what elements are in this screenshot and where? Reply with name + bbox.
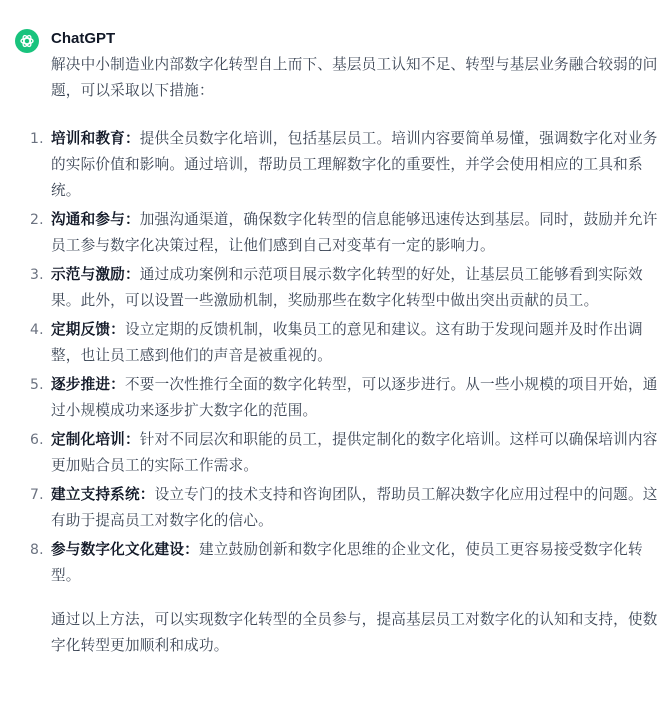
list-item-text: 通过成功案例和示范项目展示数字化转型的好处，让基层员工能够看到实际效果。此外，可以设置一些激励机制，奖励那些在数字化转型中做出突出贡献的员工。 <box>51 266 643 309</box>
list-item-text: 建立鼓励创新和数字化思维的企业文化，使员工更容易接受数字化转型。 <box>51 541 643 584</box>
list-item <box>30 537 663 589</box>
message-content <box>30 52 663 659</box>
list-item-text: 提供全员数字化培训，包括基层员工。培训内容要简单易懂，强调数字化对业务的实际价值和影响。通过培训，帮助员工理解数字化的重要性，并学会使用相应的工具和系统。 <box>51 130 658 199</box>
outro-paragraph: 通过以上方法，可以实现数字化转型的全员参与，提高基层员工对数字化的认知和支持，使数字化转型更加顺利和成功。 <box>51 611 658 654</box>
list-item-title: 沟通和参与： <box>51 211 140 228</box>
list-number: 4. <box>30 322 44 338</box>
list-item <box>30 372 663 424</box>
list-number: 2. <box>30 212 44 228</box>
author-name: ChatGPT <box>51 30 116 47</box>
list-number: 6. <box>30 432 44 448</box>
list-number: 5. <box>30 377 44 393</box>
list-item-text: 加强沟通渠道，确保数字化转型的信息能够迅速传达到基层。同时，鼓励并允许员工参与数字化决策过程，让他们感到自己对变革有一定的影响力。 <box>51 211 658 254</box>
list-item-text: 不要一次性推行全面的数字化转型，可以逐步进行。从一些小规模的项目开始，通过小规模成功来逐步扩大数字化的范围。 <box>51 376 658 419</box>
list-item <box>30 317 663 369</box>
list-item-text: 针对不同层次和职能的员工，提供定制化的数字化培训。这样可以确保培训内容更加贴合员工的实际工作需求。 <box>51 431 658 474</box>
openai-logo-icon <box>19 33 35 49</box>
list-item-text: 设立定期的反馈机制，收集员工的意见和建议。这有助于发现问题并及时作出调整，也让员工感到他们的声音是被重视的。 <box>51 321 643 364</box>
list-number: 8. <box>30 542 44 558</box>
list-item <box>30 427 663 479</box>
list-item <box>30 126 663 204</box>
list-item <box>30 482 663 534</box>
list-item <box>30 262 663 314</box>
list-item <box>30 207 663 259</box>
intro-paragraph: 解决中小制造业内部数字化转型自上而下、基层员工认知不足、转型与基层业务融合较弱的问题，可以采取以下措施： <box>51 56 658 99</box>
list-number: 1. <box>30 131 44 147</box>
list-number: 7. <box>30 487 44 503</box>
list-item-text: 设立专门的技术支持和咨询团队，帮助员工解决数字化应用过程中的问题。这有助于提高员工对数字化的信心。 <box>51 486 658 529</box>
list-item-title: 定制化培训： <box>51 431 140 448</box>
chatgpt-avatar <box>15 29 39 53</box>
list-item-title: 逐步推进： <box>51 376 125 393</box>
list-item-title: 培训和教育： <box>51 130 140 147</box>
list-item-title: 建立支持系统： <box>51 486 155 503</box>
list-item-title: 参与数字化文化建设： <box>51 541 199 558</box>
list-item-title: 示范与激励： <box>51 266 140 283</box>
steps-list <box>30 126 663 589</box>
list-item-title: 定期反馈： <box>51 321 125 338</box>
list-number: 3. <box>30 267 44 283</box>
